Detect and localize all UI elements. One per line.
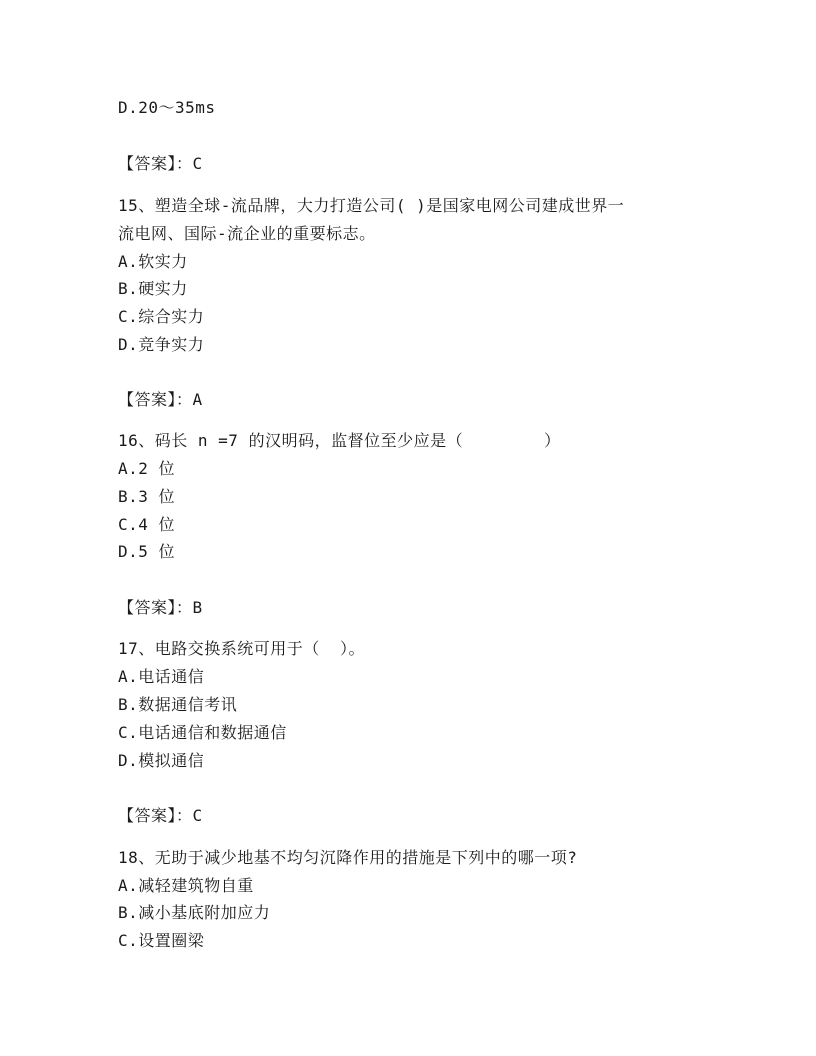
q14-option-d: D.20～35ms [118, 98, 216, 117]
q15-option-c: C.综合实力 [118, 307, 205, 326]
q15-stem-line2: 流电网、国际-流企业的重要标志。 [118, 224, 376, 243]
q17-option-d: D.模拟通信 [118, 751, 205, 770]
q16-stem: 16、码长 n =7 的汉明码，监督位至少应是（ ） [118, 431, 561, 450]
q16-option-c: C.4 位 [118, 515, 176, 534]
q15-option-b: B.硬实力 [118, 279, 188, 298]
q18-stem: 18、无助于减少地基不均匀沉降作用的措施是下列中的哪一项? [118, 848, 578, 867]
q18-option-c: C.设置圈梁 [118, 931, 205, 950]
q15-answer: 【答案】：A [118, 390, 203, 409]
q18-option-b: B.减小基底附加应力 [118, 903, 271, 922]
q17-option-a: A.电话通信 [118, 667, 205, 686]
q18-option-a: A.减轻建筑物自重 [118, 876, 254, 895]
q14-answer: 【答案】：C [118, 154, 203, 173]
q16-answer: 【答案】：B [118, 598, 203, 617]
q16-option-d: D.5 位 [118, 542, 176, 561]
q17-option-b: B.数据通信考讯 [118, 695, 238, 714]
q17-answer: 【答案】：C [118, 806, 203, 825]
q17-option-c: C.电话通信和数据通信 [118, 723, 287, 742]
q15-option-a: A.软实力 [118, 252, 188, 271]
q15-option-d: D.竞争实力 [118, 335, 205, 354]
q17-stem: 17、电路交换系统可用于（ ）。 [118, 639, 366, 658]
q16-option-a: A.2 位 [118, 459, 176, 478]
q16-option-b: B.3 位 [118, 487, 176, 506]
q15-stem-line1: 15、塑造全球-流品牌，大力打造公司( )是国家电网公司建成世界一 [118, 196, 625, 215]
